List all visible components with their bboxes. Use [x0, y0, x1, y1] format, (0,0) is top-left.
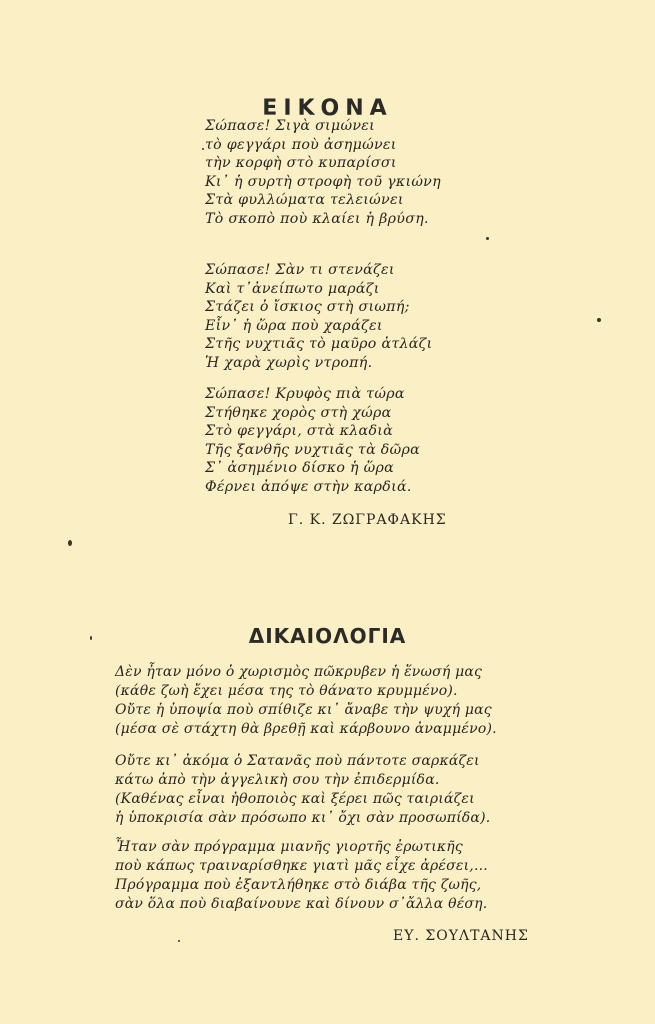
verse-line: τὴν κορφὴ στὸ κυπαρίσσι — [205, 155, 397, 172]
paper-speck — [178, 940, 180, 942]
verse-line: Πρόγραμμα ποὺ ἐξαντλήθηκε στὸ διάβα τῆς ζωῆς, — [115, 877, 482, 893]
stanza-2 — [115, 752, 490, 828]
verse-line: Οὔτε κι᾽ ἀκόμα ὁ Σατανᾶς ποὺ πάντοτε σαρκάζει — [115, 753, 480, 769]
verse-line: (κάθε ζωὴ ἔχει μέσα της τὸ θάνατο κρυμμένο). — [115, 683, 458, 699]
verse-line: Σ᾽ ἀσημένιο δίσκο ἡ ὥρα — [205, 460, 395, 477]
stanza-1 — [205, 117, 441, 229]
poem-title: ΕΙΚΟΝΑ — [262, 96, 393, 121]
verse-line: ποὺ κάπως τραιναρίσθηκε γιατὶ μᾶς εἶχε ἀρέσει,... — [115, 858, 488, 874]
stanza-2 — [205, 261, 433, 373]
verse-line: Σώπασε! Κρυφὸς πιὰ τώρα — [205, 386, 405, 402]
verse-line: Σώπασε! Σιγὰ σιμώνει — [205, 118, 376, 134]
verse-line: σὰν ὅλα ποὺ διαβαίνουνε καὶ δίνουν σ᾽ἄλλα θέση. — [115, 896, 488, 912]
verse-line: τὸ φεγγάρι ποὺ ἀσημώνει — [205, 136, 397, 153]
verse-line: Ἦταν σὰν πρόγραμμα μιανῆς γιορτῆς ἐρωτικῆς — [115, 839, 463, 855]
verse-line: Στὸ φεγγάρι, στὰ κλαδιὰ — [205, 423, 394, 440]
paper-speck — [202, 148, 204, 150]
verse-line: Τῆς ξανθῆς νυχτιᾶς τὰ δῶρα — [205, 441, 421, 458]
paper-speck — [486, 237, 489, 240]
stanza-3 — [205, 385, 420, 497]
poem-author: Γ. Κ. ΖΩΓΡΑΦΑΚΗΣ — [288, 512, 447, 528]
poem-title: ΔΙΚΑΙΟΛΟΓΙΑ — [248, 624, 407, 648]
verse-line: Στήθηκε χορὸς στὴ χώρα — [205, 404, 392, 421]
verse-line: ἡ ὑποκρισία σὰν πρόσωπο κι᾽ ὄχι σὰν προσωπίδα). — [115, 810, 491, 826]
verse-line: κάτω ἀπὸ τὴν ἀγγελικὴ σου τὴν ἐπιδερμίδα. — [115, 772, 440, 788]
paper-speck — [597, 318, 601, 322]
verse-line: Ἡ χαρὰ χωρὶς ντροπή. — [205, 354, 373, 371]
verse-line: Στὰ φυλλώματα τελειώνει — [205, 192, 404, 209]
verse-line: Καὶ τ᾽ἀνείπωτο μαράζι — [205, 280, 380, 297]
verse-line: Κι᾽ ἡ συρτὴ στροφὴ τοῦ γκιώνη — [205, 173, 441, 190]
verse-line: Σώπασε! Σὰν τι στενάζει — [205, 262, 395, 278]
verse-line: Τὸ σκοπὸ ποὺ κλαίει ἡ βρύση. — [205, 210, 429, 227]
poem-author: ΕΥ. ΣΟΥΛΤΑΝΗΣ — [393, 928, 529, 944]
stanza-1 — [115, 663, 497, 739]
verse-line: Οὔτε ἡ ὑποψία ποὺ σπίθιζε κι᾽ ἄναβε τὴν ψυχή μας — [115, 702, 492, 718]
verse-line: Δὲν ἦταν μόνο ὁ χωρισμὸς πῶκρυβεν ἡ ἕνωσή μας — [115, 664, 483, 680]
paper-speck — [90, 636, 92, 640]
verse-line: Φέρνει ἀπόψε στὴν καρδιά. — [205, 478, 412, 495]
verse-line: Στάζει ὁ ἴσκιος στὴ σιωπή; — [205, 299, 410, 316]
stanza-3 — [115, 838, 488, 914]
verse-line: Στῆς νυχτιᾶς τὸ μαῦρο ἀτλάζι — [205, 336, 433, 353]
paper-speck — [68, 540, 72, 546]
verse-line: (μέσα σὲ στάχτη θὰ βρεθῇ καὶ κάρβουνο ἀναμμένο). — [115, 721, 497, 737]
verse-line: Εἶν᾽ ἡ ὥρα ποὺ χαράζει — [205, 317, 383, 334]
verse-line: (Καθένας εἶναι ἠθοποιὸς καὶ ξέρει πῶς ταιριάζει — [115, 791, 475, 807]
